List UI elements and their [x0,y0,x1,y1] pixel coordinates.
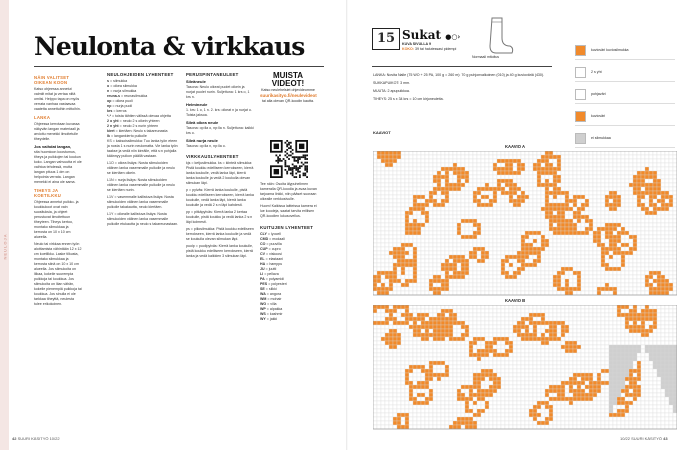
paragraph: ps = piilosilmukka: Pistä koukku edelliseen kerrokseen, kierrä lanka koukulle ja vedä se koukulla olevan silmukan läpi. [186,227,254,241]
paragraph: puolp = puolipylväs: Kierrä lanka koukulle, pistä koukku edelliseen kerrokseen, kierrä lanka ja vedä kaikkien 3 silmukan läpi. [186,244,254,258]
subheading: Jos vaihdat langan, [34,144,72,149]
column-knitting-abbreviations [107,72,179,229]
chart-b-grid [373,305,677,430]
section-heading: TIHEYS JA KOETILKKU [34,188,62,198]
abbreviation-code: CV [260,252,265,256]
page-number: 43 [663,436,668,441]
paragraph: Huom! Kaikissa laitteissa kamera ei lue koodeja, saatat tarvita erillisen QR-koodien lukusovellus. [260,204,317,218]
abbreviation-meaning: neulo 2 s oikein yhteen [122,119,160,123]
abbreviation-row: op = oikea puoli [107,99,133,103]
abbreviation-meaning: elastaani [268,257,284,261]
paragraph: L1O = oikea lisäys: Nosta silmukoiden välinen lanka vasemmalle puikolle ja neulo se kiertäen oikein. [107,161,175,175]
legend-item [575,110,675,126]
pattern-number: 15 [372,28,400,50]
abbreviation-row: PA = polyamidi [260,277,285,281]
paragraph: L1N = nurja lisäys: Nosta silmukoiden välinen lanka vasemmalle puikolle ja neulo se kiertäen nurin. [107,178,175,192]
abbreviation-row: PES = polyesteri [260,282,287,286]
legend-swatch [575,45,586,56]
paragraph: kjs = ketjusilmukka. ks = kiinteä silmukka: Pistä koukku edelliseen kerrokseen, kierrä lanka koukulle, vedä lanka läpi, kierrä lanka koukulle ja vedä 2 koukulla olevan silmukan läpi. [186,161,254,185]
abbreviation-meaning: nurja puoli [115,104,133,108]
needles-info: SUKKAPUIKOT: 3 mm. [373,81,411,85]
qr-code[interactable] [270,140,308,178]
section-heading: PERUSPINTANEULEET [186,72,239,77]
abbreviation-code: PA [260,277,265,281]
paragraph: KS = kaksoissilmukka: Tuo lanka työn eteen ja nosta 1 s nurin neulomatta. Vie lanka työn taakse ja vedä niin kireälle, että s:n pohjalla käännyy puikon päällä vastaan. [107,139,178,158]
section-heading: KUITUJEN LYHENTEET [260,225,314,230]
other-info: MUUTA: 2 apupuikkoa. [373,89,410,93]
abbreviation-row: CV = viskoosi [260,252,282,256]
abbreviation-meaning: alpakka [269,307,283,311]
abbreviation-row: np = nurja puoli [107,104,133,108]
sock-icon [476,16,516,56]
abbreviation-meaning: pellava [267,272,279,276]
abbreviation-meaning: oikea puoli [115,99,133,103]
pattern-title-text: Sukat [402,28,442,42]
gauge-info: TIHEYS: 25 s x 34 krs = 10 cm kirjoneuletta. [373,97,444,101]
section-heading: VIRKKAUSLYHENTEET [186,154,239,159]
paragraph: p = pylväs: Kierrä lanka koukulle, pistä koukku edelliseen kerrokseen, kierrä lanka koukulle, vedä lanka läpi, kierrä lanka koukulle ja vedä 2 s:n läpi kahdesti. [186,188,254,207]
abbreviation-list [107,79,179,139]
promo-heading: MUISTA VIDEOT! [271,71,305,88]
paragraph: Tasona: Neulo oikeat puolet oikein ja nurjat puolet nurin. Suljettuna: 1 krs o, 1 krs n. [186,85,250,99]
paragraph: L1V = vasemmalle kallistuva lisäys: Nosta silmukoiden välinen lanka vasemmalle puikolle takakautta, neulo kiertäen. [107,195,174,209]
paragraph: Ohjeessa kerrotaan kuvassa näkyvän langan materiaali ja arvioitu menekki ilmoitetulle tiheydelle. [34,122,80,141]
abbreviation-meaning: toista tähtien välissä olevaa ohjetta [115,114,171,118]
abbreviation-code: s [107,79,109,83]
abbreviation-row: 2 o yht = neulo 2 s oikein yhteen [107,119,160,123]
abbreviation-row: HA = hamppu [260,262,283,266]
abbreviation-meaning: nurja silmukka [113,89,137,93]
abbreviation-meaning: viskoosi [269,252,282,256]
footer-text: SUURI KÄSITYÖ 10/22 [17,436,60,441]
abbreviation-meaning: cupro [271,247,281,251]
abbreviation-code: op [107,99,112,103]
abbreviation-meaning: kashmir [269,312,283,316]
abbreviation-row: n = nurja silmukka [107,89,137,93]
section-heading: LANKA [34,115,51,120]
abbreviation-row: LI = pellava [260,272,279,276]
footer-text: 10/22 SUURI KÄSITYÖ [620,436,663,441]
pattern-rule [372,66,552,67]
chart-b-title: KAAVIO B [505,298,526,303]
abbreviation-code: reuna-s [107,94,120,98]
abbreviation-meaning: polyamidi [268,277,285,281]
legend-label: kuvioväri [591,114,606,118]
abbreviation-row: kiert = kiertäen: Neulo s takareunasta [107,129,168,133]
section-heading: NEULOHJEIDEN LYHENTEET [107,72,174,77]
abbreviation-code: CUP [260,247,268,251]
abbreviation-meaning: neulo 2 s nurin yhteen [122,124,159,128]
abbreviation-meaning: puuvilla [269,242,282,246]
abbreviation-row: 2 n yht = neulo 2 s nurin yhteen [107,124,159,128]
abbreviation-meaning: kiertäen: Neulo s takareunasta [118,129,168,133]
abbreviation-meaning: langankierto puikolle [114,134,147,138]
abbreviation-meaning: lyocell [270,232,281,236]
abbreviation-code: WY [260,317,266,321]
promo-text: Katso neulehelsiet ohjevideomme [261,88,315,92]
size-value: 39 tai halutessasi pidempi [414,47,457,51]
promo-link[interactable]: suurikasityo.fi/neulevideot [260,93,317,98]
abbreviation-meaning: silkki [268,287,277,291]
column-size-guide [34,72,82,309]
abbreviation-row: WM = mohair [260,297,282,301]
abbreviation-meaning: juutti [268,267,277,271]
page-title: Neulonta & virkkaus [34,32,305,61]
abbreviation-meaning: polyesteri [271,282,287,286]
paragraph: Tasona: op:lla o, np:lla n. Suljettuna: kaikki krs o. [186,126,254,135]
charts-heading: KAAVIOT [373,130,391,135]
abbreviation-code: krs [107,109,113,113]
abbreviation-row: WP = alpakka [260,307,283,311]
abbreviation-code: HA [260,262,266,266]
abbreviation-code: PES [260,282,268,286]
abbreviation-row: krs = kerros [107,109,127,113]
subheading: Sileäneule [186,79,206,84]
photo-reference: KUVA SIVULLA 9 [402,42,432,46]
subheading: Sileä oikea neule [186,120,219,125]
abbreviation-code: WP [260,307,266,311]
paragraph: Tasona: op:lla n, np:lla o. [186,144,226,148]
abbreviation-code: n [107,89,110,93]
page-footer-left [12,436,60,441]
legend-item [575,132,675,148]
abbreviation-code: o [107,84,110,88]
materials [373,73,553,105]
abbreviation-code: np [107,104,112,108]
chart-a-title: KAAVIO A [505,144,526,149]
abbreviation-code: CO [260,242,266,246]
abbreviation-meaning: jakki [269,317,278,321]
legend-label: ei silmukkaa [591,136,611,140]
subheading: Sileä nurja neule [186,138,218,143]
abbreviation-row: WY = jakki [260,317,278,321]
abbreviation-row: SE = silkki [260,287,277,291]
abbreviation-code: WA [260,292,266,296]
abbreviation-meaning: kerros [116,109,127,113]
abbreviation-code: SE [260,287,265,291]
pattern-subtitle [402,42,456,52]
paragraph: Ohjeessa annetut puikko- ja koukkukoot ovat vain suosituksia, ja ohjeet perustuvat ilmoitettuun tiheyteen. Tiheys kertoo, montako silmukkaa ja kerrosta on 10 x 10 cm alueella. [34,200,79,239]
abbreviation-meaning: reunasilmukka [124,94,148,98]
fiber-list [260,232,318,322]
abbreviation-meaning: hamppu [269,262,283,266]
abbreviation-code: WM [260,297,267,301]
abbreviation-row: WS = kashmir [260,312,283,316]
paragraph: pp = pitkäpylväs: Kierrä lanka 2 kertaa koukulle, pistä koukku ja vedä lanka 2 s:n läpi kolmesti. [186,210,253,224]
legend-swatch [575,133,586,144]
abbreviation-code: CLY [260,232,267,236]
abbreviation-code: LI [260,272,264,276]
legend-label: pohjaväri [591,92,606,96]
abbreviation-row: CLY = lyocell [260,232,281,236]
abbreviation-meaning: modaali [272,237,285,241]
legend-swatch [575,111,586,122]
abbreviation-code: kiert [107,129,115,133]
abbreviation-row: CMD = modaali [260,237,285,241]
legend-label: kuvioväri kuviosilmukka [591,48,629,52]
column-basic-stitches [186,72,254,261]
abbreviation-code: CMD [260,237,269,241]
paragraph: L1Y = oikealle kallistuva lisäys: Nosta silmukoiden välinen lanka vasemmalle puikolle etukautta ja neulo s takareunastaan. [107,212,179,226]
band-label: NEULOJA [2,233,8,260]
sock-caption: Normaali mitoitus [472,55,500,59]
abbreviation-row: WA = angora [260,292,282,296]
promo-text: tai alla olevan QR-koodin kautta. [262,98,314,103]
column-fibers [260,182,318,322]
abbreviation-row: EL = elastaani [260,257,284,261]
abbreviation-code: JU [260,267,265,271]
legend-swatch [575,67,586,78]
abbreviation-row: CO = puuvilla [260,242,282,246]
paragraph: Neulo tai virkkaa ennen työn aloittamista vähintään 12 x 12 cm koetilkku. Laske tilkusta, montako silmukkaa ja kerrosta siinä on 10 x 10 cm alueella. Jos silmukoita on liikaa, kokeile suurempia puikkoja tai koukkua. Jos silmukoita on liian vähän, kokeile pienempiä puikkoja tai koukkua. Jos sinulla ei ole tarkkaa tiheyttä, neulesta tulee erikokoinen. [34,242,82,306]
abbreviation-row: s = silmukka [107,79,128,83]
size-label: KOKO: [402,47,414,51]
abbreviation-meaning: villa [270,302,277,306]
subheading: Helmineule [186,102,208,107]
title-rule [34,66,324,67]
abbreviation-code: WS [260,312,266,316]
legend-swatch [575,89,586,100]
abbreviation-row: JU = juutti [260,267,277,271]
legend-item [575,44,675,60]
abbreviation-row: lk = langankierto puikolle [107,134,147,138]
abbreviation-meaning: silmukka [113,79,128,83]
abbreviation-meaning: oikea silmukka [113,84,137,88]
legend-item [575,88,675,104]
legend-item [575,66,675,82]
section-heading: NÄIN VALITSET OIKEAN KOON [34,75,70,85]
abbreviation-row: WO = villa [260,302,277,306]
abbreviation-code: EL [260,257,265,261]
abbreviation-row: reuna-s = reunasilmukka [107,94,148,98]
abbreviation-code: 2 n yht [107,124,119,128]
video-promo [260,72,316,104]
abbreviation-code: WO [260,302,267,306]
abbreviation-code: lk [107,134,110,138]
abbreviation-row: CUP = cupro [260,247,281,251]
paragraph: 1. krs: 1 o, 1 n. 2. krs: oikeat n ja nurjat o. Toista jaksoa. [186,108,252,117]
abbreviation-row: *-* = toista tähtien välissä olevaa ohjetta [107,114,171,118]
abbreviation-code: *-* [107,114,111,118]
paragraph: Katso ohjeessa annetut valmiit mitat ja vertaa niitä omiisi. Helppo tapa on myös verrata vanhaa vastaavaa vaatetta annettuihin mittoihin. [34,87,81,111]
pattern-title: Sukat ●○› [402,28,461,42]
page-footer-right [620,436,668,441]
yarn-info: LANKA: Novita Nalle (75 WO + 25 PA, 100 g = 260 m): 70 g puhjonvalkoinen (010) ja 40 g kuvioväriä (430). [373,73,545,77]
abbreviation-row: o = oikea silmukka [107,84,137,88]
page-number: 42 [12,436,17,441]
abbreviation-meaning: mohair [270,297,282,301]
chart-a-grid [373,151,677,296]
abbreviation-meaning: angora [269,292,282,296]
paragraph: Tee näin: Osoita älypuhelimen kameralla QR-koodia ja avaa kuvan tarjoama linkki, niin pääset suoraan oikealle verkkosivulle. [260,182,317,201]
abbreviation-code: 2 o yht [107,119,119,123]
paragraph: sita huomioon koostumus, tiheys ja puikkojen tai koukun koko. Langan vahvuutta ei ole vaihtoa tehdessä, mutta langan pituus 1 dm on helpointa verrata. Langan menekki ei aina ole sama. [34,150,82,184]
legend-label: 2 s yht [591,70,602,74]
